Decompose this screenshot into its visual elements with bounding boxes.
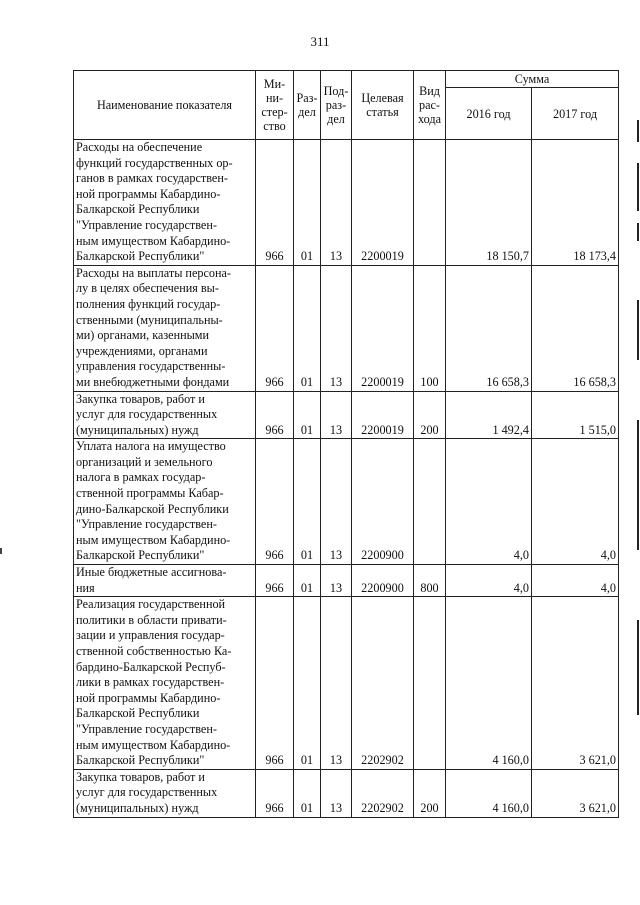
cell-subsection: 13 — [321, 597, 352, 770]
scan-left-mark — [0, 548, 2, 554]
cell-subsection: 13 — [321, 769, 352, 817]
header-sum: Сумма — [446, 71, 619, 88]
cell-name: Уплата налога на имущество организаций и земельного налога в рамках государ- ственной программы Кабар- дино-Балкарской Республики "Управление государствен- ным имуществом Кабардино- Балкарской Республики" — [74, 439, 256, 565]
cell-y2016: 4 160,0 — [446, 597, 532, 770]
header-name: Наименование показателя — [74, 71, 256, 140]
cell-target: 2200019 — [352, 265, 414, 391]
table-body — [74, 140, 619, 818]
cell-type: 200 — [414, 391, 446, 439]
cell-name: Закупка товаров, работ и услуг для государственных (муниципальных) нужд — [74, 391, 256, 439]
cell-ministry: 966 — [256, 597, 294, 770]
table-row — [74, 140, 619, 266]
cell-name: Расходы на выплаты персона- лу в целях обеспечения вы- полнения функций государ- ственными (муниципальны- ми) органами, казенными учреждениями, органами управления государственны- ми внебюджетными фондами — [74, 265, 256, 391]
cell-type: 200 — [414, 769, 446, 817]
cell-y2016: 4,0 — [446, 439, 532, 565]
cell-y2016: 4 160,0 — [446, 769, 532, 817]
cell-ministry: 966 — [256, 391, 294, 439]
cell-subsection: 13 — [321, 565, 352, 597]
budget-table — [73, 70, 619, 818]
cell-name: Реализация государственной политики в области привати- зации и управления государ- ственной собственностью Ка- бардино-Балкарской Респуб- лики в рамках государствен- ной программы Кабардино- Балкарской Республики "Управление государствен- ным имуществом Кабардино- Балкарской Республики" — [74, 597, 256, 770]
cell-name: Закупка товаров, работ и услуг для государственных (муниципальных) нужд — [74, 769, 256, 817]
table-row — [74, 391, 619, 439]
scan-edge-marks — [636, 0, 640, 905]
header-target: Целевая статья — [352, 71, 414, 140]
cell-type — [414, 439, 446, 565]
cell-target: 2200019 — [352, 140, 414, 266]
header-subsection: Под- раз- дел — [321, 71, 352, 140]
cell-y2017: 3 621,0 — [532, 769, 619, 817]
cell-type: 100 — [414, 265, 446, 391]
cell-section: 01 — [294, 439, 321, 565]
page-number: 311 — [310, 34, 330, 49]
cell-y2016: 1 492,4 — [446, 391, 532, 439]
cell-section: 01 — [294, 597, 321, 770]
header-2016: 2016 год — [446, 88, 532, 140]
header-expense-type: Вид рас- хода — [414, 71, 446, 140]
cell-y2016: 16 658,3 — [446, 265, 532, 391]
table-row — [74, 265, 619, 391]
cell-target: 2200019 — [352, 391, 414, 439]
cell-ministry: 966 — [256, 140, 294, 266]
cell-y2016: 18 150,7 — [446, 140, 532, 266]
cell-y2017: 18 173,4 — [532, 140, 619, 266]
header-ministry: Ми- ни- стер- ство — [256, 71, 294, 140]
table-row — [74, 439, 619, 565]
cell-section: 01 — [294, 565, 321, 597]
cell-y2017: 4,0 — [532, 565, 619, 597]
cell-section: 01 — [294, 265, 321, 391]
table-row — [74, 565, 619, 597]
cell-subsection: 13 — [321, 265, 352, 391]
cell-subsection: 13 — [321, 391, 352, 439]
cell-ministry: 966 — [256, 769, 294, 817]
cell-y2017: 16 658,3 — [532, 265, 619, 391]
cell-y2017: 3 621,0 — [532, 597, 619, 770]
cell-target: 2200900 — [352, 565, 414, 597]
cell-y2017: 4,0 — [532, 439, 619, 565]
table-row — [74, 597, 619, 770]
cell-subsection: 13 — [321, 439, 352, 565]
cell-section: 01 — [294, 140, 321, 266]
header-section: Раз- дел — [294, 71, 321, 140]
cell-y2017: 1 515,0 — [532, 391, 619, 439]
cell-type — [414, 140, 446, 266]
cell-name: Расходы на обеспечение функций государственных ор- ганов в рамках государствен- ной программы Кабардино- Балкарской Республики "Управление государствен- ным имуществом Кабардино- Балкарской Республики" — [74, 140, 256, 266]
cell-target: 2202902 — [352, 769, 414, 817]
cell-subsection: 13 — [321, 140, 352, 266]
cell-ministry: 966 — [256, 565, 294, 597]
cell-y2016: 4,0 — [446, 565, 532, 597]
cell-target: 2200900 — [352, 439, 414, 565]
header-2017: 2017 год — [532, 88, 619, 140]
cell-name: Иные бюджетные ассигнова- ния — [74, 565, 256, 597]
cell-section: 01 — [294, 769, 321, 817]
cell-type: 800 — [414, 565, 446, 597]
cell-ministry: 966 — [256, 439, 294, 565]
cell-type — [414, 597, 446, 770]
cell-section: 01 — [294, 391, 321, 439]
cell-target: 2202902 — [352, 597, 414, 770]
cell-ministry: 966 — [256, 265, 294, 391]
table-row — [74, 769, 619, 817]
